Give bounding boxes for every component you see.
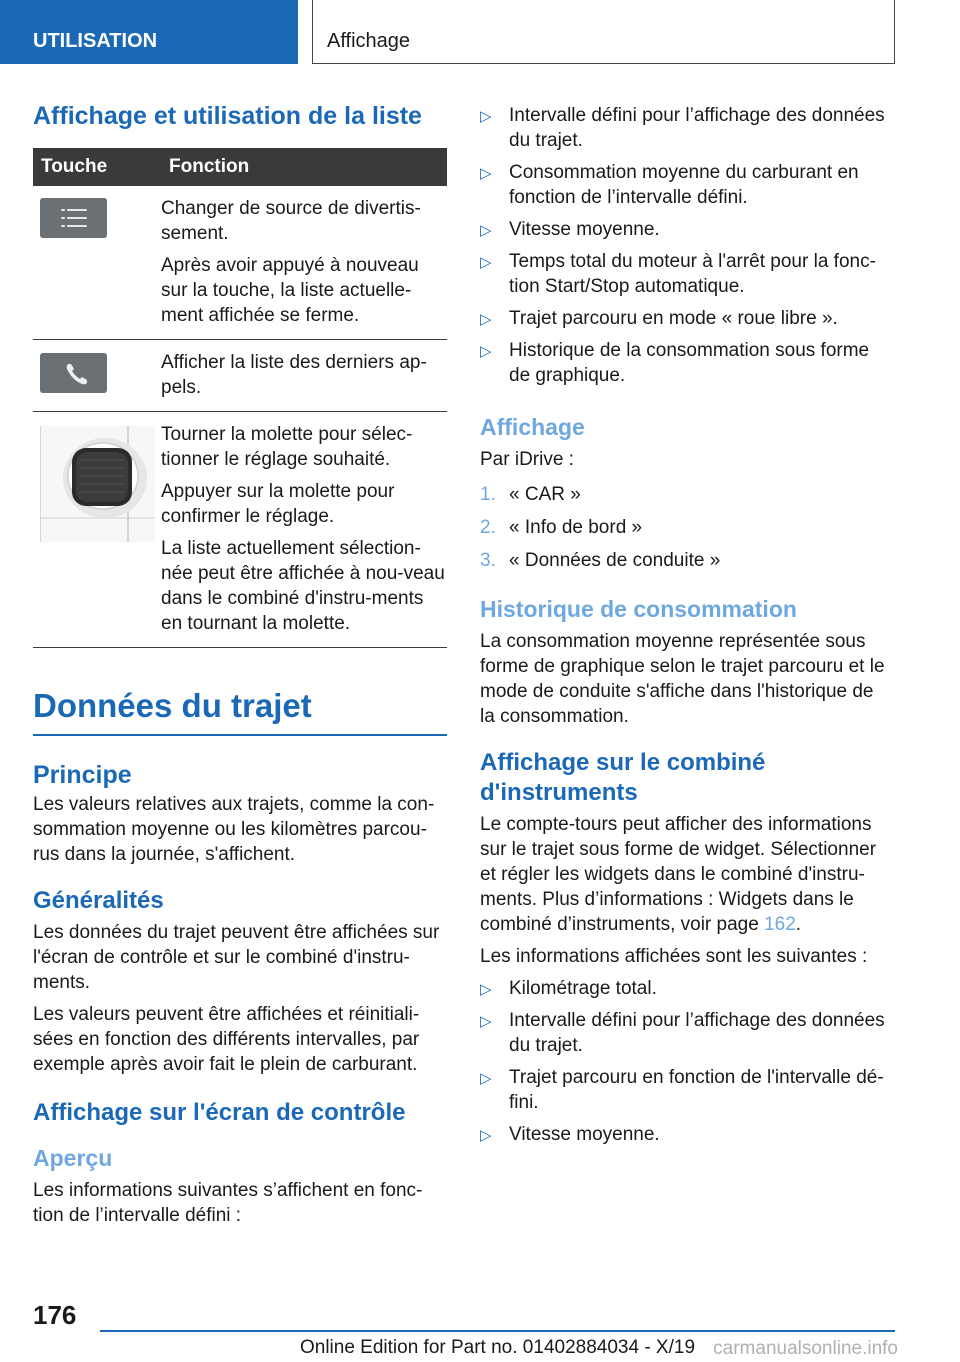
instrument-cluster-heading: Affichage sur le combiné d'instruments <box>480 749 766 806</box>
edition-footer: Online Edition for Part no. 01402884034 - X/19 <box>299 1337 696 1358</box>
triangle-bullet-icon: ▷ <box>480 981 492 998</box>
control-screen-heading: Affichage sur l'écran de contrôle <box>33 1099 406 1126</box>
left-column <box>33 100 447 1235</box>
triangle-bullet-icon: ▷ <box>480 1013 492 1030</box>
triangle-bullet-icon: ▷ <box>480 222 492 239</box>
page-reference-link[interactable]: 162 <box>764 914 796 935</box>
triangle-bullet-icon: ▷ <box>480 108 492 125</box>
trip-values-list <box>480 103 890 388</box>
table-row <box>33 340 447 412</box>
principe-text: Les valeurs relatives aux trajets, comme la con-sommation moyenne ou les kilomètres parcou-rus dans la journée, s'affichent. <box>33 794 435 865</box>
table-cell-text: Afficher la liste des derniers ap-pels. <box>161 352 427 398</box>
list-item: 2. « Info de bord » <box>480 517 643 538</box>
apercu-heading: Aperçu <box>33 1145 113 1171</box>
watermark: carmanualsonline.info <box>713 1338 898 1359</box>
list-item: ▷ Vitesse moyenne. <box>480 1122 890 1147</box>
right-column <box>480 103 890 1154</box>
table-cell-text: Après avoir appuyé à nouveau sur la touche, la liste actuelle-ment affichée se ferme. <box>161 255 419 326</box>
list-item: 1. « CAR » <box>480 484 581 505</box>
apercu-text: Les informations suivantes s’affichent en fonc-tion de l’intervalle défini : <box>33 1180 423 1226</box>
list-item: ▷ Historique de la consommation sous forme de graphique. <box>480 340 870 386</box>
list-item: ▷ Temps total du moteur à l'arrêt pour la fonc-tion Start/Stop automatique. <box>480 251 876 297</box>
table-cell-text: Appuyer sur la molette pour confirmer le réglage. <box>161 481 395 527</box>
list-item: ▷ Trajet parcouru en fonction de l'intervalle dé-fini. <box>480 1067 884 1113</box>
triangle-bullet-icon: ▷ <box>480 1070 492 1087</box>
key-function-table <box>33 148 447 648</box>
list-item: 3. « Données de conduite » <box>480 550 721 571</box>
principe-heading: Principe <box>33 761 132 789</box>
table-cell-text: Tourner la molette pour sélec-tionner le réglage souhaité. <box>161 424 413 470</box>
table-header-function: Fonction <box>161 148 447 186</box>
list-item: ▷ Intervalle défini pour l’affichage des données du trajet. <box>480 105 885 151</box>
table-header-key: Touche <box>33 148 161 186</box>
generalites-heading: Généralités <box>33 887 164 914</box>
idrive-text: Par iDrive : <box>480 449 574 470</box>
cluster-values-list <box>480 976 890 1147</box>
triangle-bullet-icon: ▷ <box>480 165 492 182</box>
footer-divider <box>100 1330 895 1332</box>
instrument-cluster-text: Le compte-tours peut afficher des informations sur le trajet sous forme de widget. Sélectionner et régler les widgets dans le combiné d'instru-ments. Plus d’informations : Widgets dans le combiné d’instruments, voir page 162. <box>480 814 877 935</box>
list-item: ▷ Intervalle défini pour l’affichage des données du trajet. <box>480 1010 885 1056</box>
triangle-bullet-icon: ▷ <box>480 311 492 328</box>
header-section-tab: UTILISATION <box>0 0 298 64</box>
table-cell-text: La liste actuellement sélection-née peut être affichée à nou-veau dans le combiné d'instru-ments en tournant la molette. <box>161 538 445 634</box>
idrive-steps-list <box>480 482 890 573</box>
list-icon <box>40 198 107 238</box>
table-row <box>33 186 447 340</box>
triangle-bullet-icon: ▷ <box>480 254 492 271</box>
list-usage-heading: Affichage et utilisation de la liste <box>33 102 422 130</box>
historique-text: La consommation moyenne représentée sous forme de graphique selon le trajet parcouru et le mode de conduite s'affiche dans l'historique de la consommation. <box>480 631 885 727</box>
affichage-heading: Affichage <box>480 414 585 440</box>
table-row <box>33 412 447 648</box>
controller-knob-icon <box>40 426 155 542</box>
triangle-bullet-icon: ▷ <box>480 1127 492 1144</box>
triangle-bullet-icon: ▷ <box>480 343 492 360</box>
list-item: ▷ Trajet parcouru en mode « roue libre ». <box>480 306 890 331</box>
table-cell-text: Changer de source de divertis-sement. <box>161 198 421 244</box>
list-item: ▷ Consommation moyenne du carburant en fonction de l’intervalle défini. <box>480 162 859 208</box>
section-title: Données du trajet <box>33 686 447 736</box>
historique-heading: Historique de consommation <box>480 596 797 622</box>
phone-icon <box>40 353 107 393</box>
list-item: ▷ Vitesse moyenne. <box>480 217 890 242</box>
page-number: 176 <box>33 1300 77 1330</box>
list-item: ▷ Kilométrage total. <box>480 976 890 1001</box>
infos-text: Les informations affichées sont les suivantes : <box>480 946 868 967</box>
generalites-paragraph-2: Les valeurs peuvent être affichées et réinitiali-sées en fonction des différents intervalles, par exemple après avoir fait le plein de carburant. <box>33 1004 420 1075</box>
header-chapter-title: Affichage <box>312 0 895 64</box>
generalites-paragraph-1: Les données du trajet peuvent être affichées sur l'écran de contrôle et sur le combiné d'instru-ments. <box>33 922 440 993</box>
